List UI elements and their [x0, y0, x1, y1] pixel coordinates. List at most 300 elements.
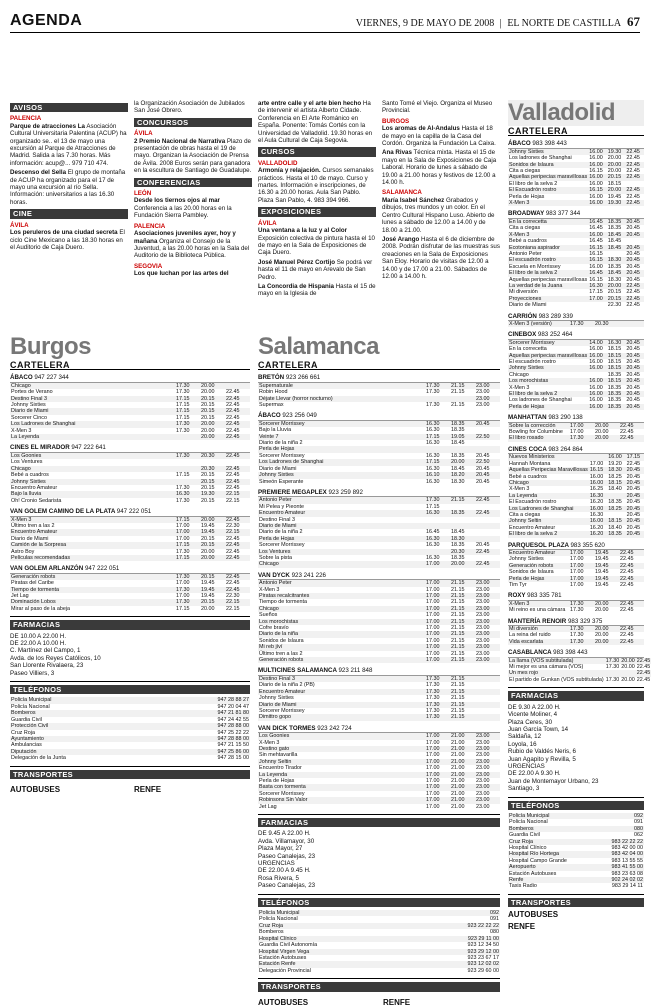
film-title: Aquellas peripecias maravillosas: [509, 352, 588, 359]
showtime: 22.30: [226, 593, 240, 599]
phone-row: [10, 755, 250, 761]
city-title-valladolid: Valladolid: [508, 100, 644, 126]
showtime: 18.15: [607, 180, 622, 187]
showtime: 17.00: [570, 562, 584, 569]
listing-item: [134, 263, 252, 278]
film-title: Johnny Sixties: [259, 695, 294, 702]
film-title: Cita a ciegas: [509, 511, 541, 518]
cinema-name: [508, 331, 644, 339]
film-title: Astro Boy: [11, 548, 35, 555]
film-title: Diario de la niña 2 (PB): [259, 682, 315, 689]
showtime: 22.45: [626, 282, 640, 289]
showtime: 17.15: [176, 472, 190, 479]
showtime: 20.00: [201, 421, 215, 428]
item-title: Parque de atracciones La: [10, 122, 85, 130]
showtime: 21.00: [451, 765, 465, 772]
showtime: 21.00: [451, 758, 465, 765]
showtime: 18.45: [451, 440, 465, 447]
showtime: 21.15: [451, 625, 465, 632]
showtime: 17.00: [176, 535, 190, 542]
showtime-row: [508, 632, 644, 638]
item-city: VALLADOLID: [258, 159, 298, 167]
showtime: 21.00: [451, 739, 465, 746]
masthead: VIERNES, 9 DE MAYO DE 2008 | EL NORTE DE CASTILLA 67: [355, 14, 640, 29]
film-title: Perla de Hojas: [509, 403, 545, 410]
phone-number: 080: [490, 929, 499, 936]
showtime: 17.30: [176, 548, 190, 555]
showtime: 20.00: [607, 161, 622, 168]
paper-name: EL NORTE DE CASTILLA: [507, 18, 621, 29]
showtime: 17.00: [426, 644, 440, 651]
showtime: 17.30: [570, 600, 584, 607]
showtime: 17.15: [176, 554, 190, 561]
showtime: 16.00: [589, 359, 603, 365]
showtime: 22.45: [226, 414, 240, 421]
showtime: 21.00: [451, 797, 465, 804]
film-title: El escuadrón rostro: [509, 359, 556, 365]
cinema-title: CARRIÓN: [508, 312, 539, 320]
showtime: 17.00: [426, 733, 440, 740]
phone-number: 080: [634, 825, 643, 832]
film-title: Perla de Hojas: [259, 446, 295, 453]
showtime: 21.15: [451, 382, 465, 389]
showtime: 17.15: [176, 516, 190, 523]
showtime-row: [258, 657, 500, 663]
cinema-title: VAN DICK TORMES: [258, 724, 318, 732]
showtime: 17.30: [570, 632, 584, 639]
film-title: Diario de la niña 2: [259, 440, 303, 447]
showtime: 20.00: [201, 382, 215, 389]
item-title: Una ventana a la luz y al Color: [258, 227, 348, 235]
farmacia-entry: DE 22.00 A 10.00 H.: [10, 640, 67, 648]
film-title: Chicago: [259, 561, 279, 568]
phone-label: Estación Autobuses: [509, 870, 557, 877]
showtime: 20.00: [607, 187, 622, 194]
showtime: 22.30: [226, 522, 240, 529]
showtime: 18.35: [607, 403, 622, 410]
showtime: 20.30: [451, 548, 465, 555]
film-title: Encuentro Amateur: [259, 510, 306, 517]
showtime: 20.15: [201, 599, 215, 606]
item-city: LEÓN: [134, 190, 152, 198]
showtime: 22.45: [226, 427, 240, 434]
showtime: 18.35: [451, 510, 465, 517]
film-title: Nuevos Ministerios: [509, 454, 555, 461]
showtime: 16.30: [589, 492, 604, 499]
showtime: 16.30: [176, 491, 190, 498]
cartelera-heading: CARTELERA: [258, 362, 500, 370]
showtime: 18.45: [607, 238, 622, 245]
showtime: 20.15: [607, 295, 622, 302]
showtime: 16.00: [589, 346, 603, 353]
phone-number: 091: [634, 819, 643, 826]
showtime: 16.30: [426, 420, 440, 427]
showtime: 18.35: [607, 384, 622, 391]
showtime: 16.30: [607, 339, 622, 346]
showtime: 22.45: [620, 549, 634, 556]
cinema-phone: 983 335 781: [527, 592, 562, 600]
showtime: 21.00: [451, 752, 465, 759]
film-title: La verdad de la Juana: [509, 282, 563, 289]
film-title: X-Men 3: [259, 586, 280, 593]
showtime: 20.45: [626, 531, 641, 538]
farmacia-entry: Vicente Moliner, 4: [508, 711, 558, 719]
showtime: 20.45: [626, 499, 641, 506]
showtime: 20.45: [626, 244, 640, 251]
showtime: 17.15: [176, 395, 190, 402]
film-title: X-Men 3: [509, 486, 530, 493]
farmacia-entry: Plaza Mayor, 27: [258, 845, 303, 853]
showtime: 20.45: [626, 492, 641, 499]
showtime: 20.00: [201, 427, 215, 434]
phone-label: Policía Municipal: [509, 812, 550, 819]
phone-number: 947 21 81 80: [217, 710, 249, 717]
film-title: Mi reino es una cámara: [509, 607, 566, 614]
film-title: Piratas recalcitrantes: [259, 593, 310, 599]
showtime: 20.45: [626, 365, 640, 372]
phone-label: Delegación Provincial: [259, 967, 311, 974]
showtime: 22.45: [476, 510, 490, 517]
showtime: 16.45: [426, 529, 440, 536]
showtime: 20.15: [607, 289, 622, 296]
showtime: 20.30: [595, 320, 609, 327]
cinema-phone: 923 256 049: [282, 412, 317, 420]
showtime: 23.00: [476, 618, 490, 625]
showtime: 17.00: [176, 593, 190, 599]
showtime-row: [10, 434, 250, 440]
showtime: 17.00: [176, 529, 190, 536]
showtimes-table: [508, 626, 644, 645]
showtime: 18.45: [607, 231, 622, 238]
film-title: Camión de la Sorpresa: [11, 542, 67, 549]
showtime: 22.15: [226, 605, 240, 612]
showtime: 22.45: [620, 435, 634, 442]
film-title: Mirar al paso de la abeja: [11, 605, 71, 612]
showtime: 21.15: [451, 599, 465, 606]
farmacia-entry: DE 9.30 A 22.00 H.: [508, 703, 561, 711]
showtime: 22.45: [226, 465, 240, 472]
showtime: 17.00: [426, 612, 440, 619]
showtime: 16.30: [426, 440, 440, 447]
showtime: 20.00: [595, 600, 609, 607]
film-title: X-Men 3: [259, 739, 280, 746]
telefonos-heading: TELÉFONOS: [258, 898, 500, 907]
phone-number: 923 12 02 02: [467, 961, 499, 968]
showtime: 20.45: [626, 359, 640, 365]
showtime: 16.45: [589, 270, 603, 277]
showtime: 23.00: [476, 784, 490, 791]
showtime: 19.45: [201, 522, 215, 529]
phone-label: Cruz Roja: [509, 838, 533, 845]
film-title: Destino Final 3: [11, 395, 47, 402]
film-title: Johnny Sixties: [509, 148, 544, 155]
showtime: 21.00: [451, 784, 465, 791]
phone-label: Cruz Roja: [11, 729, 35, 736]
cinema-name: [10, 374, 250, 382]
showtime: 16.00: [608, 454, 622, 461]
farmacia-entry: Plaza Ceres, 30: [508, 718, 553, 726]
showtime: 17.30: [176, 427, 190, 434]
phone-number: 983 42 00 00: [611, 845, 643, 851]
transportes-heading: TRANSPORTES: [258, 982, 500, 991]
showtime: 22.45: [620, 638, 634, 645]
film-title: Dimittro gopo: [259, 714, 292, 721]
showtime: 16.15: [589, 250, 603, 257]
showtime: 20.45: [626, 397, 640, 404]
film-title: La reina del ruido: [509, 632, 551, 639]
showtime: 17.30: [426, 382, 440, 389]
showtime: 17.30: [176, 382, 190, 389]
showtime: 22.45: [226, 573, 240, 580]
showtime: 22.45: [226, 580, 240, 587]
showtime: 16.00: [589, 352, 603, 359]
showtime: 17.15: [426, 433, 440, 440]
film-title: Sorcerer Morrissey: [259, 707, 305, 714]
farmacia-entry: Saldaña, 12: [508, 733, 542, 741]
farmacia-entry: Rubio de Valdés Neris, 6: [508, 748, 576, 756]
showtime: 20.30: [201, 452, 215, 459]
showtimes-table: [258, 580, 500, 663]
showtime-row: [508, 639, 644, 645]
showtime: 17.30: [426, 707, 440, 714]
showtime: 20.15: [201, 542, 215, 549]
showtime: 17.30: [570, 607, 584, 614]
showtime: 21.15: [451, 714, 465, 721]
showtime-row: [10, 606, 250, 612]
showtime: 20.45: [626, 524, 641, 531]
showtime: 23.00: [476, 803, 490, 810]
cinema-title: ÁBACO: [508, 140, 533, 148]
showtime-row: [258, 714, 500, 720]
film-title: Los Ladrones de Shanghai: [509, 505, 574, 512]
cinema-phone: 923 259 892: [328, 488, 363, 496]
showtime: [175, 434, 200, 440]
showtime: 20.15: [201, 484, 215, 491]
film-title: Perla de Hojas: [509, 575, 545, 582]
showtime: 23.00: [476, 739, 490, 746]
cinema-phone: 947 227 344: [34, 374, 69, 382]
listing-item: [382, 149, 500, 186]
showtime: 22.45: [626, 302, 640, 309]
listing-item: [258, 100, 376, 144]
phone-number: 947 24 42 55: [217, 716, 249, 723]
phone-label: Protección Civil: [11, 723, 49, 730]
showtime: 22.45: [226, 472, 240, 479]
phone-label: Policía Nacional: [11, 703, 50, 710]
film-title: Último tren a las 2: [259, 650, 303, 657]
showtime: 19.45: [595, 549, 609, 556]
showtime: 23.00: [476, 790, 490, 797]
item-city: ÁVILA: [10, 221, 29, 229]
showtime: 21.15: [451, 682, 465, 689]
showtime-row: [508, 302, 644, 308]
showtime: 20.45: [626, 473, 641, 480]
showtime: 22.45: [226, 516, 240, 523]
phone-label: Hospital Clínico: [509, 845, 547, 851]
film-title: Los Goonies: [259, 733, 290, 740]
phone-label: Estación Renfe: [259, 961, 296, 968]
cinema-phone: 923 211 848: [338, 667, 373, 675]
showtime: 22.45: [620, 556, 634, 563]
showtime: 17.00: [426, 777, 440, 784]
item-text: Se podrá ver hasta el 11 de mayo en Arevalo de San Pedro.: [258, 258, 373, 281]
top-col-4: [382, 100, 500, 330]
showtime: 23.00: [476, 395, 490, 402]
film-title: Johnny Sixties: [11, 478, 46, 485]
showtime: 23.00: [476, 650, 490, 657]
showtime: 17.00: [426, 765, 440, 772]
film-title: El escuadrón rostro: [509, 257, 556, 264]
phone-label: Policía Nacional: [509, 819, 548, 826]
showtime: 22.45: [626, 155, 640, 162]
cartelera-heading: CARTELERA: [10, 362, 250, 370]
showtime: 20.15: [201, 408, 215, 415]
showtime: 22.45: [626, 193, 640, 200]
phone-label: Bomberos: [509, 825, 534, 832]
showtime: 22.45: [476, 561, 490, 568]
film-title: Diario de Miami: [509, 302, 547, 309]
showtime: 16.00: [589, 148, 603, 155]
listing-item: [382, 118, 500, 148]
showtime: 18.15: [608, 479, 622, 486]
showtime: 21.15: [451, 695, 465, 702]
film-title: Diario de Miami: [259, 522, 297, 529]
showtime-row: [258, 402, 500, 408]
showtime: 22.45: [226, 402, 240, 409]
showtime: 18.35: [451, 452, 465, 459]
cinema-name: [508, 140, 644, 148]
showtime: 20.45: [626, 346, 640, 353]
showtime: 21.00: [451, 733, 465, 740]
autobuses-label: AUTOBUSES: [258, 997, 309, 1007]
film-title: Bebé a cuadros: [11, 472, 49, 479]
showtime: 16.15: [589, 168, 603, 175]
item-text: Cursos semanales prácticos. Hasta el 10 de mayo. Curso y martes. Información e inscripciones, de 16.30 a 20.00 horas. Aula San Pablo. Plaza San Pablo, 4. 983 394 966.: [258, 167, 374, 204]
item-text: Grabados y dibujos, tres mundos y un color. En el Centro Cultural Hispano Luso. Abierto de lunes a sábado de 12.00 a 14.00 y de 18.00 a 21.00.: [382, 196, 495, 234]
phone-label: Taxis Radio: [509, 883, 537, 890]
section-heading: CONCURSOS: [134, 118, 252, 127]
item-title: Los aromas de Al-Andalus: [382, 125, 460, 133]
item-text: Conferencia a las 20.00 horas en la Fundación Sierra Pambley.: [134, 204, 232, 220]
showtime: 20.45: [626, 479, 641, 486]
listing-item: [258, 283, 376, 298]
showtime: 16.00: [589, 473, 604, 480]
film-title: Veinte 7: [259, 433, 279, 440]
showtime: 21.15: [451, 605, 465, 612]
showtime: 17.30: [570, 435, 584, 442]
showtime: 22.45: [226, 548, 240, 555]
cinema-title: PARQUESOL PLAZA: [508, 541, 571, 549]
cinema-name: [258, 412, 500, 420]
showtime: 20.45: [626, 518, 641, 525]
showtime: 16.20: [589, 499, 604, 506]
farmacia-entry: DE 10.00 A 22.00 H.: [10, 632, 67, 640]
showtime: 20.00: [595, 632, 609, 639]
showtime: 16.00: [589, 193, 603, 200]
cinema-phone: 947 222 051: [84, 565, 120, 573]
showtime: 19.30: [607, 148, 622, 155]
showtime: 21.15: [451, 586, 465, 593]
phone-label: Renfe: [509, 877, 524, 884]
phone-number: 983 22 22 22: [611, 838, 643, 845]
showtime: 16.15: [589, 187, 603, 194]
showtime: 18.35: [451, 420, 465, 427]
showtime: 16.00: [589, 231, 603, 238]
listing-item: [258, 160, 376, 204]
item-city: PALENCIA: [10, 115, 42, 123]
phone-label: Delegación de la Junta: [11, 755, 66, 762]
film-title: Sorcerer Cinco: [11, 414, 47, 421]
farmacia-entry: Paseo Canalejas, 23: [258, 882, 316, 890]
showtime: 20.45: [476, 478, 490, 485]
film-title: En la correcetta: [509, 218, 547, 225]
item-title: Los peruleros de una ciudad secreta: [10, 229, 118, 237]
showtime: 22.45: [620, 626, 634, 633]
farmacia-entry: Loyola, 16: [508, 740, 537, 748]
showtime: 20.45: [626, 505, 641, 512]
cinema-name: [258, 572, 500, 580]
phone-number: 947 21 15 50: [217, 742, 249, 749]
cinema-phone: 923 241 226: [291, 571, 326, 579]
showtime: 20.45: [626, 384, 640, 391]
showtime: 16.00: [589, 403, 603, 410]
showtime: 22.45: [476, 548, 490, 555]
film-title: Oh! Cronio Sedarista: [11, 497, 62, 504]
section-title: AGENDA: [10, 12, 83, 29]
showtime: 17.15: [176, 402, 190, 409]
film-title: Encuentro Amateur: [11, 529, 58, 536]
cinema-name: [508, 542, 644, 550]
film-title: Encuentro Amateur: [509, 549, 556, 556]
showtime-row: [508, 404, 644, 410]
showtime: 22.15: [226, 599, 240, 606]
listing-item: [134, 223, 252, 260]
showtime: 20.00: [621, 676, 635, 683]
film-title: Aquellas Peripecias Maravillosas: [509, 467, 588, 474]
showtime: 18.35: [607, 225, 622, 232]
film-title: Chicago: [509, 479, 529, 486]
item-title: Asociaciones juveniles ayer, hoy y mañana: [134, 230, 236, 245]
cinema-phone: 947 222 641: [71, 444, 106, 452]
film-title: Diario de Miami: [11, 535, 49, 542]
film-title: Jet Lag: [11, 593, 29, 599]
film-title: Proyecciones: [509, 295, 542, 302]
showtime: 17.30: [426, 675, 440, 682]
item-text: Organiza el Consejo de la Juventud, a las 20.00 horas en la Sala del Auditorio de la Biblioteca Pública.: [134, 237, 250, 260]
showtime: 20.45: [626, 352, 640, 359]
showtime: 16.45: [589, 218, 603, 225]
showtime: 18.35: [451, 427, 465, 434]
showtime: 21.15: [451, 637, 465, 644]
film-title: Robin Hood: [259, 389, 288, 396]
phone-number: 947 25 86 00: [217, 748, 249, 755]
showtime: 16.30: [426, 510, 440, 517]
item-city: BURGOS: [382, 117, 410, 125]
film-title: Los Ladrones de Shanghai: [259, 459, 324, 466]
cinema-phone: 983 355 620: [570, 541, 605, 549]
showtime: 18.30: [608, 467, 622, 474]
phone-label: Diputación: [11, 748, 37, 755]
cinema-name: [508, 618, 644, 626]
showtime: 20.00: [451, 459, 465, 466]
showtime: 20.45: [626, 403, 640, 410]
showtime: 23.00: [476, 758, 490, 765]
showtime: 18.35: [608, 499, 622, 506]
showtime: 20.45: [476, 420, 490, 427]
film-title: Vida escarlata: [509, 638, 544, 645]
farmacia-entry: URGENCIAS: [508, 762, 545, 770]
showtime: 17.30: [570, 626, 584, 633]
